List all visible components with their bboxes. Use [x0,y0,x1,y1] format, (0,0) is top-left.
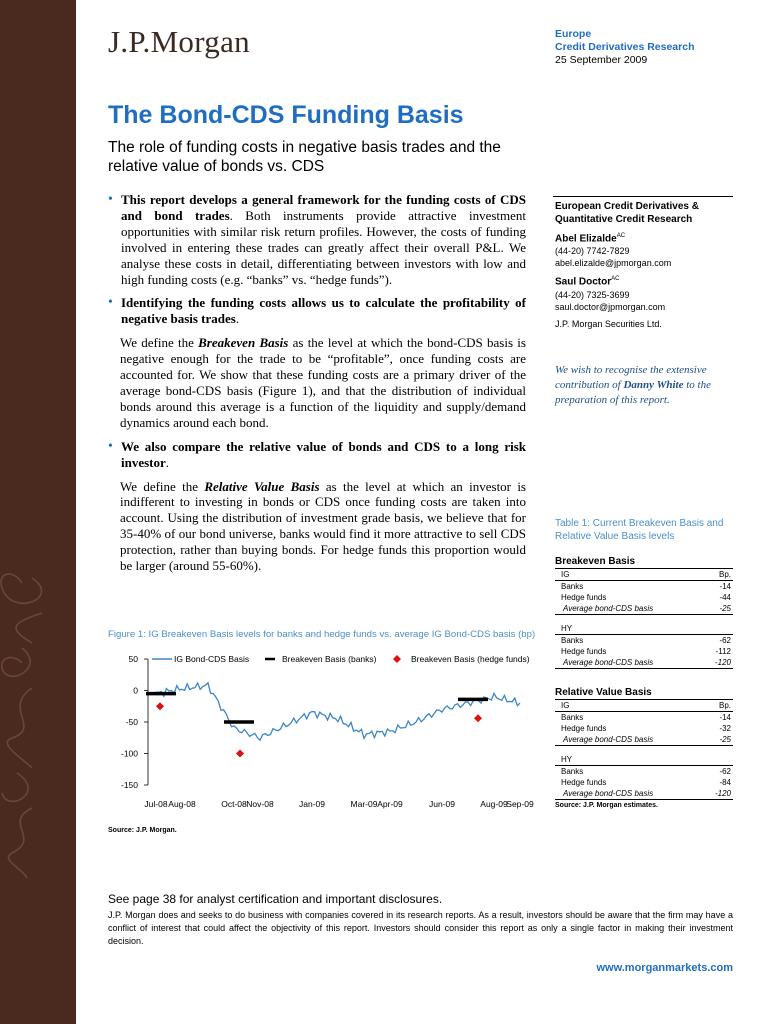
breakeven-hedge-funds-marker [156,702,164,710]
paragraph [108,335,526,430]
relative-section [555,687,733,746]
breakeven-hedge-funds-marker [474,714,482,722]
header-region: Europe [555,28,592,40]
table-section-title: Relative Value Basis [555,687,733,700]
header-department: Credit Derivatives Research [555,41,695,53]
y-tick-label: 50 [128,654,138,664]
table-header-row: HY [555,754,733,766]
bullet-bold: This report develops a general framework for the funding costs of CDS and bond trades [121,192,526,223]
table-cell-label: Average bond-CDS basis [563,789,654,798]
table-header-row: IG Bp. [555,569,733,581]
morganmarkets-link[interactable]: www.morganmarkets.com [596,962,733,974]
table-row [555,581,733,592]
figure-source: Source: J.P. Morgan. [108,827,177,834]
breakeven-hedge-funds-marker [236,750,244,758]
table-cell-value: -32 [719,724,731,733]
table-header-row: IG Bp. [555,700,733,712]
table-cell-label: Hedge funds [561,647,607,656]
paragraph-text: as the level at which the bond-CDS basis is negative enough for the trade to be “profitable”, once funding costs are accounted for. We show that these funding costs are a primary driver of the average bond-CDS basis (Figure 1), and that the distribution of individual bonds around this average is a function of the liquidity and supply/demand dynamics around each bond. [120,335,526,430]
table-cell-label: Banks [561,767,584,776]
jpmorgan-watermark-logo [0,560,76,890]
table-cell-value: -14 [719,713,731,722]
breakeven-hy-section [555,623,733,669]
series-line-ig-basis [156,683,520,740]
table-cell-value: -62 [719,767,731,776]
bullet-text: . [235,311,240,327]
table-cell-label: Banks [561,713,584,722]
author-name: Abel Elizalde$^{AC}$ [555,233,626,245]
bullet-item [108,295,526,327]
bullet-text: . Both instruments provide attractive investment opportunities with similar risk return profiles. However, the costs of funding involved in entering these trades can greatly affect their overall P&L. We analyse these costs in detail, differentiating between investors with low and high funding costs (e.g. “banks” vs. “hedge funds”). [121,207,527,287]
x-tick-label: Aug-09 [480,799,508,809]
paragraph-text: as the level at which an investor is indifferent to investing in bonds or CDS once funding costs are taken into account. Using the distribution of investment grade basis, we believe that for 35-40% of our bond universe, banks would find it more attractive to sell CDS protection, rather than buying bonds. For hedge funds this proportion would be larger (around 55-60%). [120,478,526,574]
breakeven-section [555,556,733,615]
x-tick-label: Oct-08 [221,799,247,809]
page-title: The Bond-CDS Funding Basis [108,101,464,129]
relative-hy-section [555,754,733,800]
table-cell-value: -120 [714,789,731,798]
table-header-row: HY [555,623,733,635]
table-row [555,766,733,777]
basis-table [555,556,733,809]
table-row [555,788,733,800]
table-row [555,712,733,723]
author-email-link[interactable]: abel.elizalde@jpmorgan.com [555,258,672,269]
table-cell-label: Banks [561,582,584,591]
disclaimer-text: J.P. Morgan does and seeks to do business with companies covered in its research reports. As a result, investors should be aware that the firm may have a conflict of interest that could affect the objectivity of this report. Investors should consider this report as only a single factor in making their investment decision. [108,910,733,946]
author-department: European Credit Derivatives & Quantitative Credit Research [555,201,699,225]
table-row [555,635,733,646]
table-row [555,592,733,603]
table-cell-value: -62 [719,636,731,645]
table-row [555,603,733,615]
y-tick-label: -150 [120,780,138,790]
sidebar-band [0,0,76,1024]
table-cell-value: -25 [719,604,731,613]
y-tick-label: -100 [120,748,138,759]
disclosure-note: See page 38 for analyst certification and important disclosures. [108,892,443,906]
table-cell-value: -84 [719,778,731,787]
paragraph-text: We define the [120,478,205,494]
table-row [555,723,733,734]
sidebar-divider [76,0,79,1024]
paragraph-text: We define the [120,335,199,351]
contributor-name: Danny White [623,379,684,391]
header-meta [555,28,695,67]
x-tick-label: Jul-08 [144,799,168,809]
x-tick-label: Jun-09 [429,799,455,809]
table-cell-label: Banks [561,636,584,645]
author-name: Saul Doctor$^{AC}$ [555,276,620,288]
author-firm: J.P. Morgan Securities Ltd. [555,318,662,329]
legend-hedge-funds-swatch [393,655,401,663]
author-phone: (44-20) 7325-3699 [555,289,630,300]
paragraph [108,479,526,574]
basis-chart [108,645,548,825]
term-breakeven-basis: Breakeven Basis [198,335,289,351]
x-tick-label: Mar-09 [350,799,378,809]
bullet-bold: We also compare the relative value of bonds and CDS to a long risk investor [121,438,526,470]
x-tick-label: Nov-08 [246,799,274,809]
table-cell-label: Hedge funds [561,593,607,602]
term-relative-value-basis: Relative Value Basis [204,478,320,494]
table-caption: Table 1: Current Breakeven Basis and Relative Value Basis levels [555,518,724,542]
bullet-item [108,439,526,471]
y-tick-label: 0 [133,685,138,696]
author-phone: (44-20) 7742-7829 [555,246,630,257]
table-row [555,646,733,657]
bullet-bold: Identifying the funding costs allows us to calculate the profitability of negative basis trades [121,295,526,327]
x-tick-label: Aug-08 [168,799,196,809]
x-tick-label: Apr-09 [377,799,403,809]
table-cell-value: -14 [719,582,731,591]
main-body [108,192,526,582]
author-block [555,200,735,330]
table-cell-label: Average bond-CDS basis [563,735,654,744]
table-cell-label: Average bond-CDS basis [563,604,654,613]
table-section-title: Breakeven Basis [555,556,733,569]
table-cell-value: -25 [719,735,731,744]
table-row [555,777,733,788]
legend-banks-label: Breakeven Basis (banks) [282,654,377,664]
header-date: 25 September 2009 [555,54,648,66]
table-row [555,657,733,669]
jpmorgan-logo: J.P.Morgan [108,24,250,59]
figure-caption: Figure 1: IG Breakeven Basis levels for banks and hedge funds vs. average IG Bond-CDS basis (bp) [108,629,536,640]
acknowledgement: We wish to recognise the extensive contribution of Danny White to the preparation of this report. [555,364,711,406]
author-divider [553,196,733,197]
page-subtitle: The role of funding costs in negative basis trades and the relative value of bonds vs. CDS [108,139,501,175]
bullet-item [108,192,526,287]
table-cell-label: Hedge funds [561,778,607,787]
author-email-link[interactable]: saul.doctor@jpmorgan.com [555,301,666,312]
table-cell-value: -44 [719,593,731,602]
table-cell-value: -120 [714,658,731,667]
x-tick-label: Jan-09 [299,799,325,809]
bullet-text: . [165,454,170,470]
table-cell-label: Hedge funds [561,724,607,733]
table-row [555,734,733,746]
table-source: Source: J.P. Morgan estimates. [555,802,658,809]
legend-ig-basis-label: IG Bond-CDS Basis [174,654,250,664]
table-cell-value: -112 [715,647,731,656]
legend-hedge-funds-label: Breakeven Basis (hedge funds) [411,654,530,664]
table-cell-label: Average bond-CDS basis [563,658,654,667]
x-tick-label: Sep-09 [506,799,534,809]
y-tick-label: -50 [125,717,138,727]
